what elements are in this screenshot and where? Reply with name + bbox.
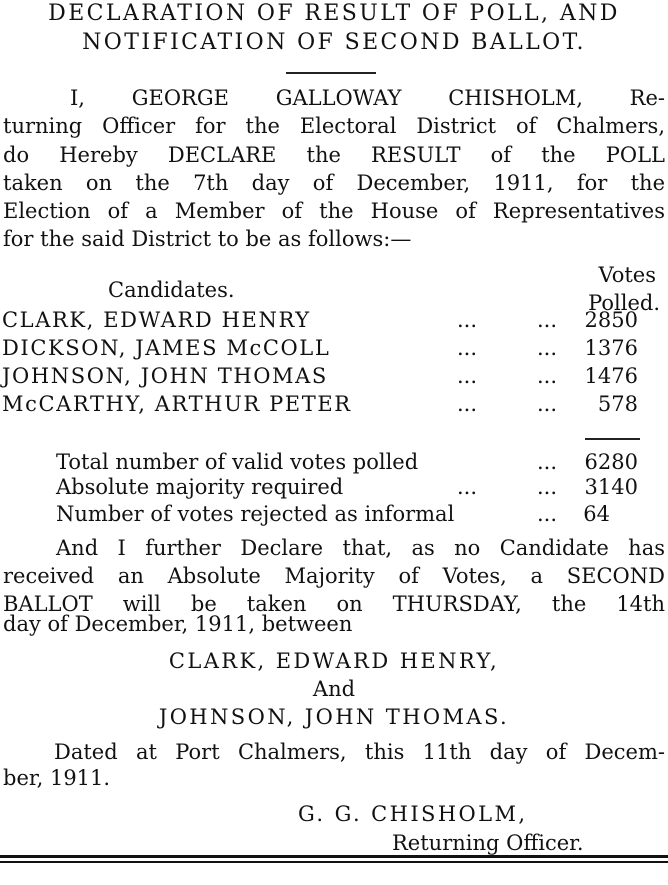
dot-leader: ... xyxy=(537,475,558,499)
dot-leader: ... xyxy=(457,392,478,416)
candidate-row xyxy=(2,306,666,334)
signature-name: G. G. CHISHOLM, xyxy=(298,802,528,826)
dot-leader: ... xyxy=(537,392,558,416)
total-label: Number of votes rejected as informal xyxy=(56,502,455,526)
dot-leader: ... xyxy=(537,502,558,526)
dot-leader: ... xyxy=(537,364,558,388)
heading-line-2: NOTIFICATION OF SECOND BALLOT. xyxy=(82,30,586,55)
candidate-votes: 1376 xyxy=(584,336,638,360)
intro-line-1: I, GEORGE GALLOWAY CHISHOLM, Re- xyxy=(70,86,665,110)
dot-leader: ... xyxy=(537,336,558,360)
ballot-and: And xyxy=(312,677,356,701)
candidates-header: Candidates. xyxy=(108,278,235,302)
dot-leader: ... xyxy=(537,450,558,474)
total-row xyxy=(2,500,666,528)
total-rule xyxy=(585,438,640,440)
dot-leader: ... xyxy=(537,308,558,332)
dated-line-2: ber, 1911. xyxy=(3,766,111,790)
dated-line-1: Dated at Port Chalmers, this 11th day of Decem- xyxy=(54,740,665,764)
total-row xyxy=(2,448,666,476)
ballot-candidate-2: JOHNSON, JOHN THOMAS. xyxy=(158,705,510,729)
further-line-2: received an Absolute Majority of Votes, a SECOND xyxy=(3,564,665,588)
intro-line-4: taken on the 7th day of December, 1911, for the xyxy=(3,171,665,195)
further-line-4: day of December, 1911, between xyxy=(3,612,353,636)
candidate-votes: 2850 xyxy=(584,308,638,332)
total-value: 6280 xyxy=(584,450,638,474)
intro-line-2: turning Officer for the Electoral District of Chalmers, xyxy=(3,114,665,138)
total-value: 3140 xyxy=(584,475,638,499)
heading-rule xyxy=(286,72,376,74)
candidate-name: DICKSON, JAMES McCOLL xyxy=(2,336,331,360)
votes-header-1: Votes xyxy=(598,263,656,287)
footer-rule-bottom xyxy=(0,861,668,863)
signature-title: Returning Officer. xyxy=(392,831,584,855)
total-row xyxy=(2,473,666,501)
further-line-1: And I further Declare that, as no Candidate has xyxy=(56,536,665,560)
votes-header-2: Polled. xyxy=(588,291,660,315)
candidate-votes: 1476 xyxy=(584,364,638,388)
candidate-name: CLARK, EDWARD HENRY xyxy=(2,308,311,332)
candidate-row xyxy=(2,362,666,390)
candidate-row xyxy=(2,334,666,362)
total-label: Absolute majority required xyxy=(56,475,344,499)
candidate-name: McCARTHY, ARTHUR PETER xyxy=(2,392,352,416)
intro-line-3: do Hereby DECLARE the RESULT of the POLL xyxy=(3,143,665,167)
dot-leader: ... xyxy=(457,475,478,499)
intro-line-6: for the said District to be as follows:— xyxy=(3,227,412,251)
total-value: 64 xyxy=(583,502,610,526)
dot-leader: ... xyxy=(457,336,478,360)
ballot-candidate-1: CLARK, EDWARD HENRY, xyxy=(168,649,500,673)
candidate-row xyxy=(2,390,666,418)
heading-line-1: DECLARATION OF RESULT OF POLL, AND xyxy=(48,1,620,26)
dot-leader: ... xyxy=(457,364,478,388)
further-line-3: BALLOT will be taken on THURSDAY, the 14th xyxy=(3,592,665,616)
total-label: Total number of valid votes polled xyxy=(56,450,419,474)
footer-rule-top xyxy=(0,855,668,858)
candidate-votes: 578 xyxy=(597,392,638,416)
candidate-name: JOHNSON, JOHN THOMAS xyxy=(2,364,328,388)
dot-leader: ... xyxy=(457,308,478,332)
intro-line-5: Election of a Member of the House of Representatives xyxy=(3,199,665,223)
